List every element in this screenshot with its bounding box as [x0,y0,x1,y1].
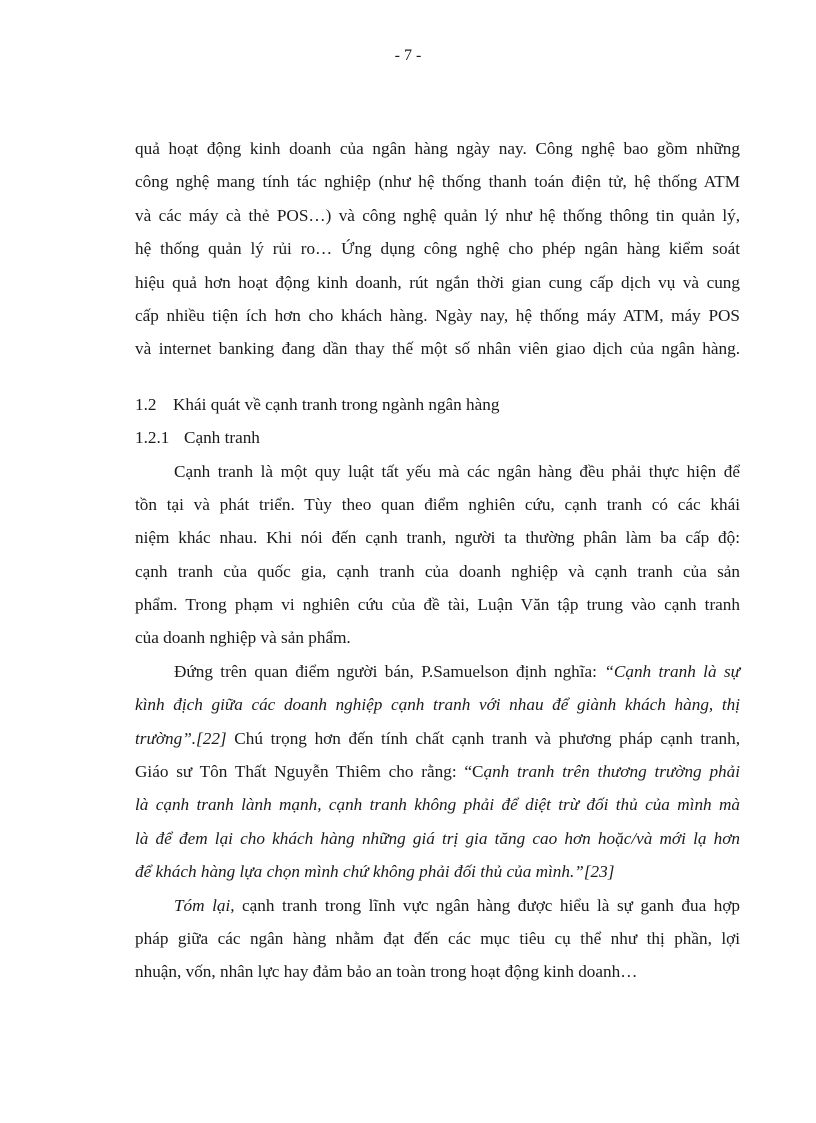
section-title: Khái quát về cạnh tranh trong ngành ngân hàng [173,394,500,414]
quote-text: kình địch giữa các doanh nghiệp cạnh tranh với nhau để giành khách hàng, thị [135,695,740,715]
text-span: Chú trọng hơn đến tính chất cạnh tranh và phương pháp cạnh tranh, [226,728,740,748]
text-line: của doanh nghiệp và sản phẩm. [135,628,351,648]
quote-text: là để đem lại cho khách hàng những giá trị gia tăng cao hơn hoặc/và mới lạ hơn [135,828,740,848]
quote-text: là cạnh tranh lành mạnh, cạnh tranh không phải để diệt trừ đối thủ của mình mà [135,795,740,815]
text-line: hệ thống quản lý rủi ro… Ứng dụng công nghệ cho phép ngân hàng kiểm soát [135,239,740,259]
subsection-title: Cạnh tranh [184,428,260,448]
document-body [135,132,740,989]
page-number: - 7 - [394,47,422,64]
text-line: Cạnh tranh là một quy luật tất yếu mà các ngân hàng đều phải thực hiện để [174,461,740,481]
text-line [135,788,740,821]
text-line: và các máy cà thẻ POS…) và công nghệ quản lý như hệ thống thông tin quản lý, [135,205,740,225]
text-line: phẩm. Trong phạm vi nghiên cứu của đề tài, Luận Văn tập trung vào cạnh tranh [135,595,740,615]
text-span: Đứng trên quan điểm người bán, P.Samuelson định nghĩa: [174,661,605,681]
text-line [135,855,740,888]
paragraph-quotes [135,655,740,889]
text-span: cạnh tranh trong lĩnh vực ngân hàng được hiểu là sự ganh đua hợp [234,895,740,915]
text-line [135,655,740,688]
text-line: và internet banking đang dần thay thế một số nhân viên giao dịch của ngân hàng. [135,339,740,359]
text-line: cạnh tranh của quốc gia, cạnh tranh của doanh nghiệp và cạnh tranh của sản [135,561,740,581]
subsection-heading [135,421,740,454]
quote-text: trường”.[22] [135,728,227,748]
paragraph-competition-definition [135,455,740,655]
summary-lead: Tóm lại, [174,895,235,915]
quote-text: “Cạnh tranh là sự [604,661,741,681]
paragraph-summary [135,889,740,989]
text-line: tồn tại và phát triển. Tùy theo quan điểm nghiên cứu, cạnh tranh có các khái [135,494,740,514]
text-line [135,889,740,922]
section-heading [135,388,740,421]
text-line: nhuận, vốn, nhân lực hay đảm bảo an toàn trong hoạt động kinh doanh… [135,962,638,982]
text-line: niệm khác nhau. Khi nói đến cạnh tranh, người ta thường phân làm ba cấp độ: [135,528,740,548]
text-line [135,722,740,755]
subsection-number: 1.2.1 [135,428,170,448]
text-line: pháp giữa các ngân hàng nhằm đạt đến các mục tiêu cụ thể như thị phần, lợi [135,928,740,948]
text-span: Giáo sư Tôn Thất Nguyễn Thiêm cho rằng: “C [135,762,484,782]
text-line: quả hoạt động kinh doanh của ngân hàng ngày nay. Công nghệ bao gồm những [135,139,740,158]
quote-text: để khách hàng lựa chọn mình chứ không phải đối thủ của mình.”[23] [135,862,615,882]
text-line [135,755,740,788]
text-line [135,822,740,855]
text-line: hiệu quả hơn hoạt động kinh doanh, rút ngắn thời gian cung cấp dịch vụ và cung [135,272,740,292]
text-line: công nghệ mang tính tác nghiệp (như hệ thống thanh toán điện tử, hệ thống ATM [135,172,740,192]
text-line: cấp nhiều tiện ích hơn cho khách hàng. Ngày nay, hệ thống máy ATM, máy POS [135,305,740,325]
quote-text: ạnh tranh trên thương trường phải [483,762,740,782]
paragraph-technology [135,132,740,366]
section-number: 1.2 [135,394,157,414]
text-line [135,688,740,721]
